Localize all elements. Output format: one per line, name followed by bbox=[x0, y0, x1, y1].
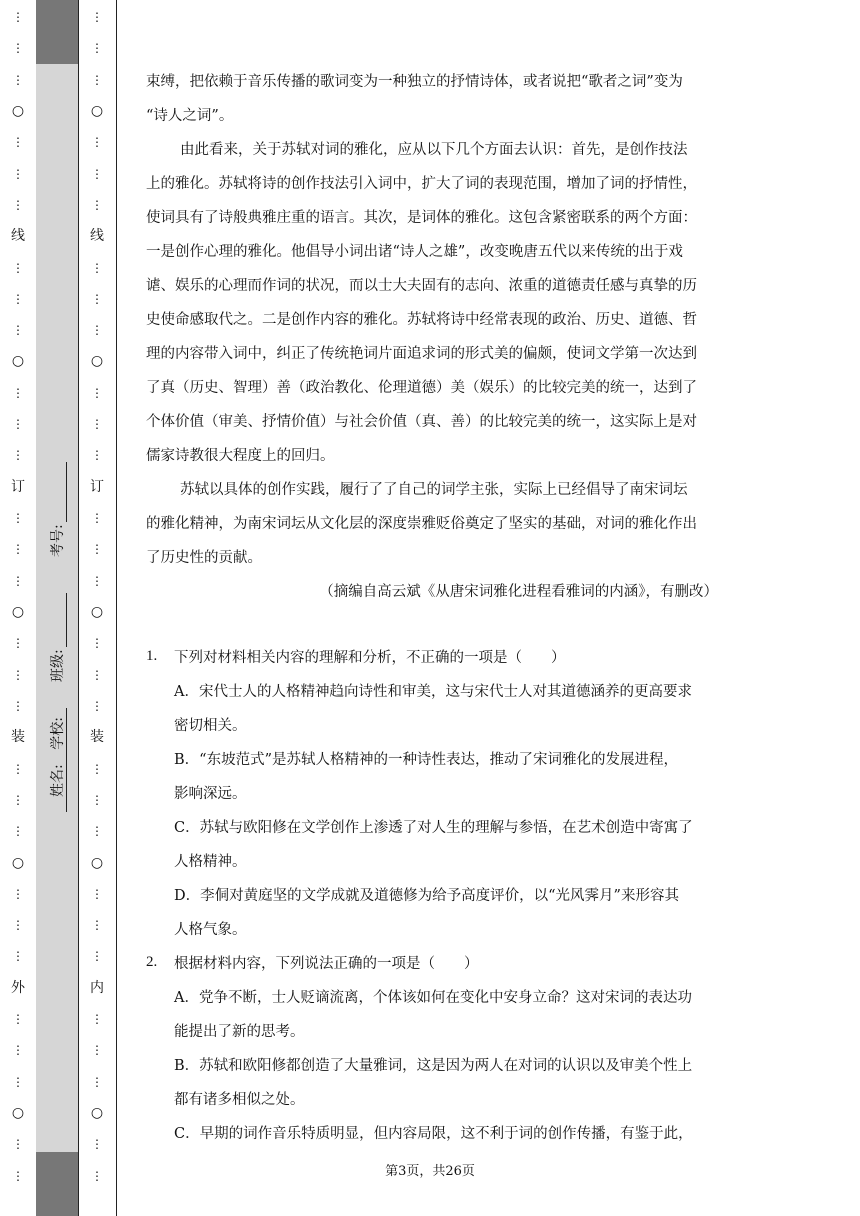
option-b[interactable]: B．“东坡范式”是苏轼人格精神的一种诗性表达，推动了宋词雅化的发展进程， bbox=[174, 752, 678, 768]
binding-dots: ⋮ bbox=[91, 698, 103, 713]
binding-char: 线 bbox=[90, 228, 104, 245]
binding-circle-mark: ○ bbox=[11, 102, 25, 119]
binding-dots: ⋮ bbox=[12, 166, 24, 181]
option-d[interactable]: D．李侗对黄庭坚的文学成就及道德修为给予高度评价，以“光风霁月”来形容其 bbox=[174, 888, 679, 904]
binding-dots: ⋮ bbox=[91, 1137, 103, 1152]
option-a-cont: 密切相关。 bbox=[174, 718, 247, 734]
binding-dots: ⋮ bbox=[91, 824, 103, 839]
binding-dots: ⋮ bbox=[91, 511, 103, 526]
binding-circle-mark: ○ bbox=[11, 854, 25, 871]
binding-dots: ⋮ bbox=[12, 511, 24, 526]
binding-dots: ⋮ bbox=[12, 260, 24, 275]
binding-dots: ⋮ bbox=[12, 918, 24, 933]
binding-char: 订 bbox=[90, 478, 104, 495]
binding-dots: ⋮ bbox=[91, 448, 103, 463]
binding-dots: ⋮ bbox=[91, 542, 103, 557]
binding-dots: ⋮ bbox=[91, 10, 103, 24]
binding-dots: ⋮ bbox=[12, 448, 24, 463]
binding-dots: ⋮ bbox=[91, 918, 103, 933]
passage-source: （摘编自高云斌《从唐宋词雅化进程看雅词的内涵》，有删改） bbox=[319, 584, 718, 600]
binding-dots: ⋮ bbox=[12, 1137, 24, 1152]
binding-dots: ⋮ bbox=[91, 573, 103, 588]
binding-circle-mark: ○ bbox=[90, 353, 104, 370]
binding-dots: ⋮ bbox=[91, 792, 103, 807]
passage-line: 理的内容带入词中，纠正了传统艳词片面追求词的形式美的偏颇，使词文学第一次达到 bbox=[146, 346, 697, 362]
class-label: 班级: bbox=[50, 649, 66, 682]
binding-dots: ⋮ bbox=[12, 667, 24, 682]
binding-circle-mark: ○ bbox=[90, 1105, 104, 1122]
option-b-cont: 影响深远。 bbox=[174, 786, 247, 802]
class-field[interactable] bbox=[36, 585, 78, 682]
binding-char: 外 bbox=[11, 979, 25, 996]
outer-binding-strip bbox=[0, 0, 37, 1216]
binding-dots: ⋮ bbox=[91, 417, 103, 432]
passage-line: “诗人之词”。 bbox=[146, 108, 234, 124]
question-stem: 下列对材料相关内容的理解和分析，不正确的一项是（ ） bbox=[174, 650, 566, 666]
binding-dots: ⋮ bbox=[91, 886, 103, 901]
binding-dots: ⋮ bbox=[12, 573, 24, 588]
binding-dots: ⋮ bbox=[91, 1043, 103, 1058]
passage-line: 由此看来，关于苏轼对词的雅化，应从以下几个方面去认识：首先，是创作技法 bbox=[180, 142, 688, 158]
binding-dots: ⋮ bbox=[12, 41, 24, 56]
name-label: 姓名: bbox=[50, 764, 66, 797]
binding-cap-top bbox=[36, 0, 78, 64]
exam-number-label: 考号: bbox=[50, 524, 66, 557]
binding-dots: ⋮ bbox=[12, 291, 24, 306]
passage-line: 使词具有了诗般典雅庄重的语言。其次，是词体的雅化。这包含紧密联系的两个方面： bbox=[146, 210, 697, 226]
exam-number-field[interactable] bbox=[36, 460, 78, 557]
passage-line: 上的雅化。苏轼将诗的创作技法引入词中，扩大了词的表现范围，增加了词的抒情性， bbox=[146, 176, 697, 192]
passage-line: 史使命感取代之。二是创作内容的雅化。苏轼将诗中经常表现的政治、历史、道德、哲 bbox=[146, 312, 697, 328]
binding-dots: ⋮ bbox=[91, 949, 103, 964]
binding-dots: ⋮ bbox=[12, 886, 24, 901]
binding-dots: ⋮ bbox=[91, 385, 103, 400]
binding-dots: ⋮ bbox=[12, 542, 24, 557]
passage-line: 的雅化精神，为南宋词坛从文化层的深度崇雅贬俗奠定了坚实的基础，对词的雅化作出 bbox=[146, 516, 697, 532]
binding-dots: ⋮ bbox=[12, 417, 24, 432]
binding-char: 线 bbox=[11, 228, 25, 245]
binding-dots: ⋮ bbox=[12, 636, 24, 651]
option-b-cont: 都有诸多相似之处。 bbox=[174, 1092, 305, 1108]
question-number: 1. bbox=[146, 648, 158, 664]
binding-char: 装 bbox=[11, 729, 25, 746]
binding-dots: ⋮ bbox=[91, 1168, 103, 1183]
passage-line: 谑、娱乐的心理而作词的状况，而以士大夫固有的志向、浓重的道德责任感与真挚的历 bbox=[146, 278, 697, 294]
option-a[interactable]: A．宋代士人的人格精神趋向诗性和审美，这与宋代士人对其道德涵养的更高要求 bbox=[174, 684, 692, 700]
binding-dots: ⋮ bbox=[12, 323, 24, 338]
binding-circle-mark: ○ bbox=[11, 353, 25, 370]
binding-dots: ⋮ bbox=[91, 323, 103, 338]
page-footer: 第3页，共26页 bbox=[385, 1164, 475, 1179]
binding-dots: ⋮ bbox=[91, 72, 103, 87]
passage-line: 束缚，把依赖于音乐传播的歌词变为一种独立的抒情诗体，或者说把“歌者之词”变为 bbox=[146, 74, 683, 90]
passage-line: 儒家诗教很大程度上的回归。 bbox=[146, 448, 335, 464]
passage-line: 了真（历史、智理）善（政治教化、伦理道德）美（娱乐）的比较完美的统一，达到了 bbox=[146, 380, 697, 396]
binding-dots: ⋮ bbox=[12, 10, 24, 24]
binding-circle-mark: ○ bbox=[90, 604, 104, 620]
binding-char: 内 bbox=[90, 979, 104, 996]
option-d-cont: 人格气象。 bbox=[174, 922, 247, 938]
passage-line: 了历史性的贡献。 bbox=[146, 550, 262, 566]
binding-dots: ⋮ bbox=[12, 824, 24, 839]
passage-line: 苏轼以具体的创作实践，履行了了自己的词学主张，实际上已经倡导了南宋词坛 bbox=[180, 482, 688, 498]
binding-dots: ⋮ bbox=[12, 197, 24, 212]
option-c[interactable]: C．早期的词作音乐特质明显，但内容局限，这不利于词的创作传播，有鉴于此， bbox=[174, 1126, 693, 1142]
binding-dots: ⋮ bbox=[12, 761, 24, 776]
option-c[interactable]: C．苏轼与欧阳修在文学创作上渗透了对人生的理解与参悟，在艺术创造中寄寓了 bbox=[174, 820, 693, 836]
option-c-cont: 人格精神。 bbox=[174, 854, 247, 870]
binding-dots: ⋮ bbox=[91, 166, 103, 181]
binding-dots: ⋮ bbox=[12, 135, 24, 150]
passage-line: 个体价值（审美、抒情价值）与社会价值（真、善）的比较完美的统一，这实际上是对 bbox=[146, 414, 697, 430]
binding-dots: ⋮ bbox=[91, 667, 103, 682]
binding-dots: ⋮ bbox=[91, 260, 103, 275]
binding-dots: ⋮ bbox=[12, 949, 24, 964]
school-label: 学校: bbox=[50, 717, 66, 750]
binding-dots: ⋮ bbox=[91, 761, 103, 776]
binding-dots: ⋮ bbox=[12, 1012, 24, 1027]
binding-dots: ⋮ bbox=[91, 1012, 103, 1027]
binding-dots: ⋮ bbox=[12, 1168, 24, 1183]
binding-dots: ⋮ bbox=[12, 385, 24, 400]
binding-char: 订 bbox=[11, 478, 25, 495]
student-info-strip bbox=[36, 0, 79, 1216]
binding-circle-mark: ○ bbox=[11, 604, 25, 620]
binding-char: 装 bbox=[90, 729, 104, 746]
option-a-cont: 能提出了新的思考。 bbox=[174, 1024, 305, 1040]
option-b[interactable]: B．苏轼和欧阳修都创造了大量雅词，这是因为两人在对词的认识以及审美个性上 bbox=[174, 1058, 693, 1074]
binding-circle-mark: ○ bbox=[90, 102, 104, 119]
binding-dots: ⋮ bbox=[12, 698, 24, 713]
binding-circle-mark: ○ bbox=[11, 1105, 25, 1122]
option-a[interactable]: A．党争不断，士人贬谪流离，个体该如何在变化中安身立命？这对宋词的表达功 bbox=[174, 990, 692, 1006]
binding-dots: ⋮ bbox=[91, 197, 103, 212]
binding-dots: ⋮ bbox=[12, 1074, 24, 1089]
binding-dots: ⋮ bbox=[91, 1074, 103, 1089]
question-number: 2. bbox=[146, 954, 158, 970]
binding-dots: ⋮ bbox=[12, 72, 24, 87]
binding-dots: ⋮ bbox=[91, 636, 103, 651]
inner-binding-strip bbox=[78, 0, 117, 1216]
binding-circle-mark: ○ bbox=[90, 854, 104, 871]
binding-dots: ⋮ bbox=[12, 792, 24, 807]
binding-dots: ⋮ bbox=[91, 41, 103, 56]
question-stem: 根据材料内容，下列说法正确的一项是（ ） bbox=[174, 956, 479, 972]
binding-dots: ⋮ bbox=[91, 135, 103, 150]
passage-line: 一是创作心理的雅化。他倡导小词出诸“诗人之雄”，改变晚唐五代以来传统的出于戏 bbox=[146, 244, 683, 260]
binding-dots: ⋮ bbox=[91, 291, 103, 306]
binding-dots: ⋮ bbox=[12, 1043, 24, 1058]
